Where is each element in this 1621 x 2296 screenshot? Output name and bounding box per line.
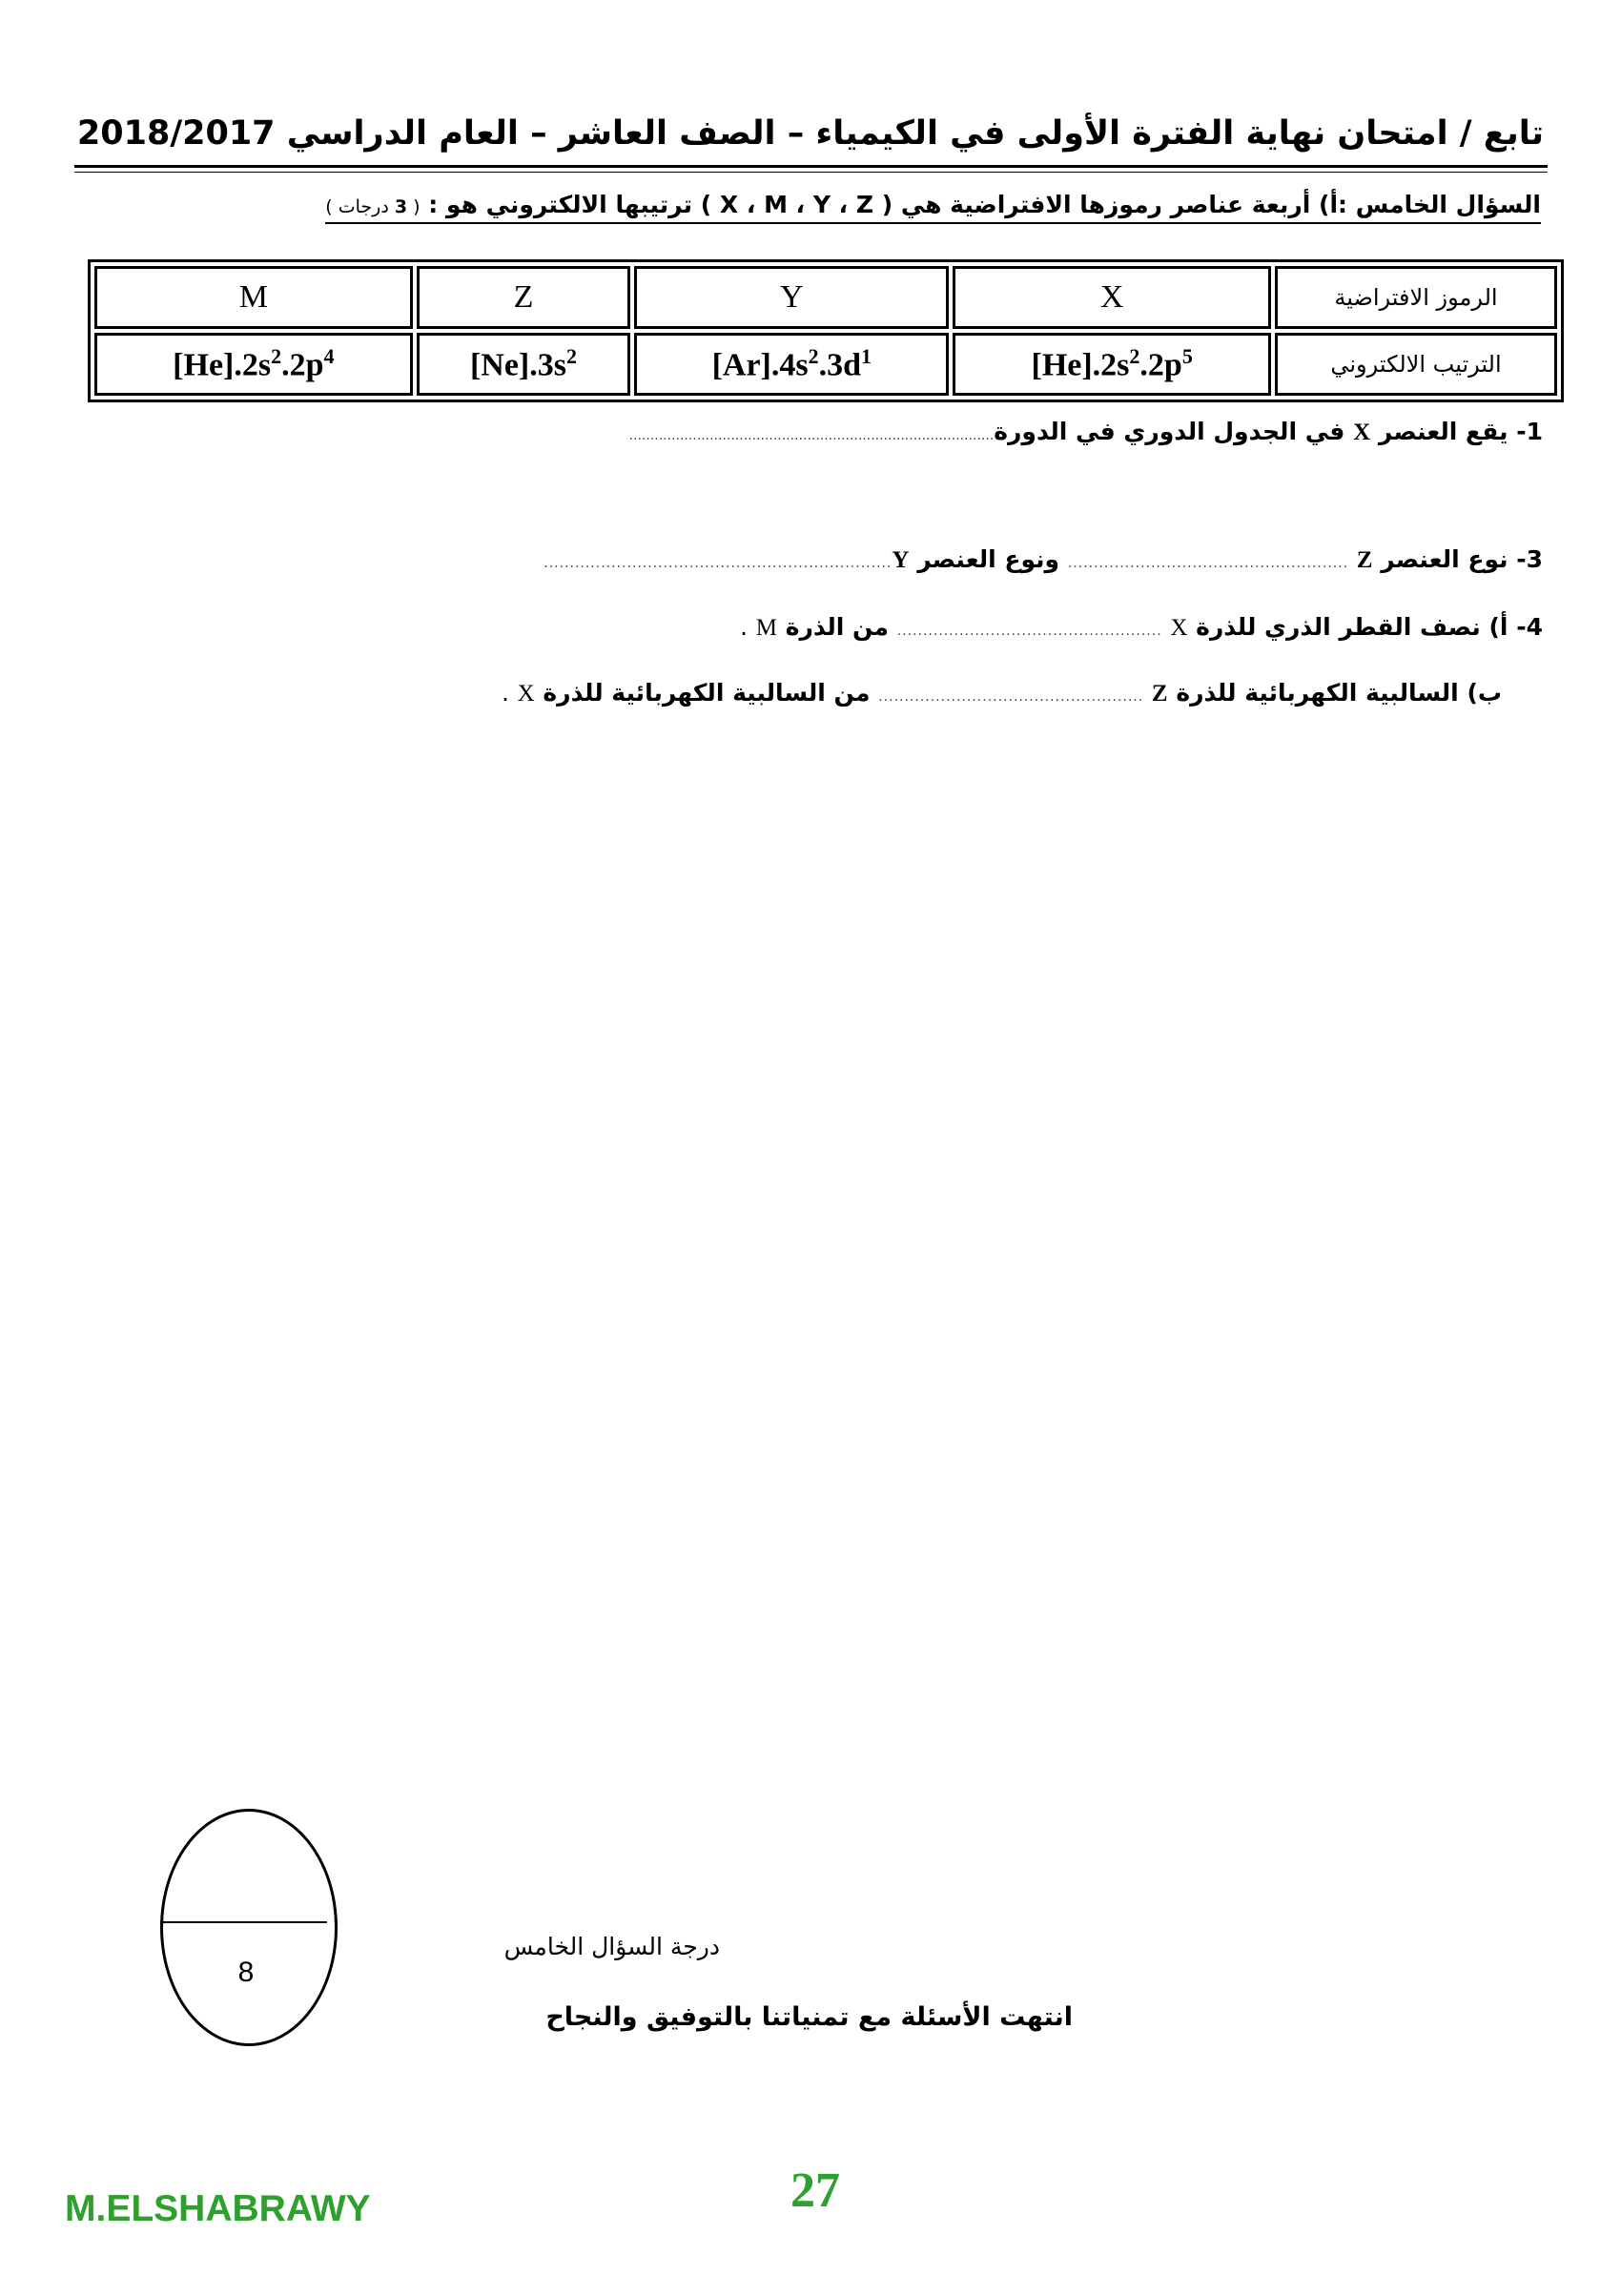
q1-symbol: X xyxy=(1353,420,1371,445)
q4b-end: . xyxy=(501,679,509,707)
marks-open: ( xyxy=(407,196,421,217)
q1-answer-blank: ...................................................................................... xyxy=(628,428,995,443)
q3-symbol-z: Z xyxy=(1356,547,1373,573)
symbol-cell: Z xyxy=(417,266,631,329)
elements-table xyxy=(88,259,1564,402)
question-3 xyxy=(544,545,1543,574)
q4a-text: 4- أ) نصف القطر الذري للذرة xyxy=(1196,613,1543,641)
q4a-text2: من الذرة xyxy=(785,613,889,641)
marks-number: 3 xyxy=(394,196,408,217)
page-title: تابع / امتحان نهاية الفترة الأولى في الكيمياء – الصف العاشر – العام الدراسي 2018/2017 xyxy=(76,114,1545,153)
config-row xyxy=(94,333,1557,396)
grade-label: درجة السؤال الخامس xyxy=(503,1933,720,1960)
q4a-symbol: X xyxy=(1170,615,1188,641)
marks-text: درجات ) xyxy=(325,196,395,217)
q4a-symbol2: M xyxy=(755,615,778,641)
q1-text: 1- يقع العنصر xyxy=(1378,418,1543,445)
question-4b xyxy=(502,679,1502,707)
grade-value: 8 xyxy=(237,1957,255,1988)
question5-label: السؤال الخامس xyxy=(1355,191,1541,218)
symbols-row xyxy=(94,266,1557,329)
closing-note: انتهت الأسئلة مع تمنياتنا بالتوفيق والنجاح xyxy=(545,2002,1073,2032)
question-1 xyxy=(629,418,1543,446)
question-4a xyxy=(740,613,1543,642)
config-cell: $[Ne].3s^2$ xyxy=(417,333,631,396)
q3-text: 3- نوع العنصر xyxy=(1381,545,1543,573)
question5-heading xyxy=(325,191,1541,224)
symbol-cell: X xyxy=(953,266,1271,329)
q3-text2: ونوع العنصر xyxy=(917,545,1060,573)
row-header-config: الترتيب الالكتروني xyxy=(1275,333,1557,396)
row-header-symbols: الرموز الافتراضية xyxy=(1275,266,1557,329)
header-rule-thin xyxy=(74,172,1548,173)
grade-oval xyxy=(160,1809,338,2046)
question5-marks xyxy=(325,196,420,217)
symbol-cell: Y xyxy=(634,266,949,329)
q3-symbol-y: Y xyxy=(892,547,910,573)
q4b-text: ب) السالبية الكهربائية للذرة xyxy=(1176,679,1502,707)
q4b-symbol: Z xyxy=(1151,681,1168,707)
q4a-end: . xyxy=(740,613,749,641)
q4b-symbol2: X xyxy=(517,681,535,707)
symbol-cell: M xyxy=(94,266,413,329)
q4a-answer-blank: ................................................... xyxy=(896,624,1162,639)
config-cell: $[Ar].4s^2.3d^1$ xyxy=(634,333,949,396)
q3-answer-blank-2: ................................................................... xyxy=(544,556,893,571)
header-rule-thick xyxy=(74,165,1548,168)
grade-divider xyxy=(160,1921,327,1923)
question5-part-a: :أ) أربعة عناصر رموزها الافتراضية هي ( X ، M ، Y ، Z ) ترتيبها الالكتروني هو : xyxy=(420,191,1348,218)
q3-answer-blank-1: ...................................................... xyxy=(1067,556,1349,571)
page-number: 27 xyxy=(790,2163,840,2218)
electron-config-table xyxy=(88,259,1564,402)
q1-text2: في الجدول الدوري في الدورة xyxy=(994,418,1345,445)
config-cell: $[He].2s^2.2p^5$ xyxy=(953,333,1271,396)
q4b-answer-blank: ................................................... xyxy=(878,689,1144,705)
q4b-text2: من السالبية الكهربائية للذرة xyxy=(543,679,871,707)
author-signature: M.ELSHABRAWY xyxy=(65,2188,371,2229)
config-cell: $[He].2s^2.2p^4$ xyxy=(94,333,413,396)
